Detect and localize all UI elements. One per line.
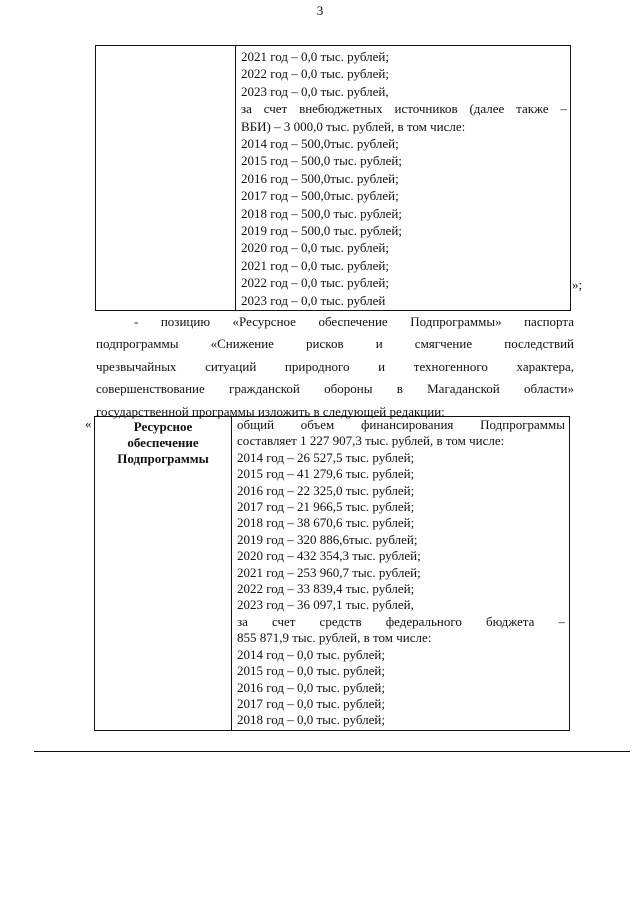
funding-line: 2021 год – 0,0 тыс. рублей; — [241, 49, 389, 64]
funding-line: 2017 год – 21 966,5 тыс. рублей; — [237, 499, 415, 515]
funding-line: 2021 год – 253 960,7 тыс. рублей; — [237, 564, 421, 580]
funding-line: 2018 год – 0,0 тыс. рублей; — [237, 712, 385, 728]
funding-line: 2015 год – 0,0 тыс. рублей; — [237, 663, 385, 679]
funding-line: 2023 год – 36 097,1 тыс. рублей, — [237, 597, 414, 613]
paragraph-line: совершенствование гражданской обороны в Магаданской области» — [96, 381, 574, 397]
resource-provision-table — [94, 416, 570, 731]
opening-quote-mark: « — [85, 416, 92, 431]
paragraph-line: подпрограммы «Снижение рисков и смягчение последствий — [96, 336, 574, 352]
table-heading-cell — [95, 417, 232, 731]
funding-line: за счет внебюджетных источников (далее также – — [241, 101, 567, 117]
funding-line: 2016 год – 22 325,0 тыс. рублей; — [237, 482, 415, 498]
funding-line: 2023 год – 0,0 тыс. рублей — [241, 292, 386, 308]
funding-line: 2017 год – 0,0 тыс. рублей; — [237, 695, 385, 711]
paragraph-line: чрезвычайных ситуаций природного и техногенного характера, — [96, 358, 574, 374]
funding-line: 2022 год – 0,0 тыс. рублей; — [241, 66, 389, 82]
amendment-paragraph — [96, 311, 574, 423]
funding-line: 2020 год – 432 354,3 тыс. рублей; — [237, 548, 421, 564]
table-left-cell — [96, 46, 236, 311]
table-right-cell — [236, 46, 571, 311]
funding-line: 2014 год – 26 527,5 тыс. рублей; — [237, 449, 415, 465]
funding-table-continued — [95, 45, 571, 311]
funding-line: 2022 год – 0,0 тыс. рублей; — [241, 275, 389, 291]
closing-quote-mark: »; — [572, 277, 583, 292]
funding-line: 2017 год – 500,0тыс. рублей; — [241, 188, 399, 204]
page-number: 3 — [316, 3, 324, 18]
footer-divider — [34, 751, 630, 752]
funding-line: 2014 год – 500,0тыс. рублей; — [241, 136, 399, 152]
funding-line: 2016 год – 0,0 тыс. рублей; — [237, 679, 385, 695]
paragraph-line: - позицию «Ресурсное обеспечение Подпрограммы» паспорта — [134, 314, 574, 329]
funding-line: 2018 год – 38 670,6 тыс. рублей; — [237, 515, 415, 531]
heading-line: Ресурсное — [133, 419, 193, 434]
funding-line: 2023 год – 0,0 тыс. рублей, — [241, 83, 389, 99]
funding-line: 2014 год – 0,0 тыс. рублей; — [237, 646, 385, 662]
funding-line: 2015 год – 500,0 тыс. рублей; — [241, 153, 402, 169]
funding-line: ВБИ) – 3 000,0 тыс. рублей, в том числе: — [241, 118, 466, 134]
paragraph-line: государственной программы изложить в следующей редакции: — [96, 403, 445, 419]
table-right-cell — [232, 417, 570, 731]
funding-line: 2015 год – 41 279,6 тыс. рублей; — [237, 466, 415, 482]
heading-line: обеспечение — [127, 435, 199, 450]
funding-line: 2019 год – 500,0 тыс. рублей; — [241, 223, 402, 239]
funding-line: составляет 1 227 907,3 тыс. рублей, в том числе: — [237, 433, 505, 449]
funding-line: 2021 год – 0,0 тыс. рублей; — [241, 257, 389, 273]
funding-line: 2022 год – 33 839,4 тыс. рублей; — [237, 581, 415, 597]
heading-line: Подпрограммы — [117, 451, 209, 466]
funding-line: за счет средств федерального бюджета – — [237, 613, 565, 629]
funding-line: общий объем финансирования Подпрограммы — [237, 417, 565, 432]
funding-line: 855 871,9 тыс. рублей, в том числе: — [237, 630, 432, 646]
funding-line: 2016 год – 500,0тыс. рублей; — [241, 170, 399, 186]
funding-line: 2018 год – 500,0 тыс. рублей; — [241, 205, 402, 221]
funding-line: 2019 год – 320 886,6тыс. рублей; — [237, 531, 418, 547]
funding-line: 2020 год – 0,0 тыс. рублей; — [241, 240, 389, 256]
